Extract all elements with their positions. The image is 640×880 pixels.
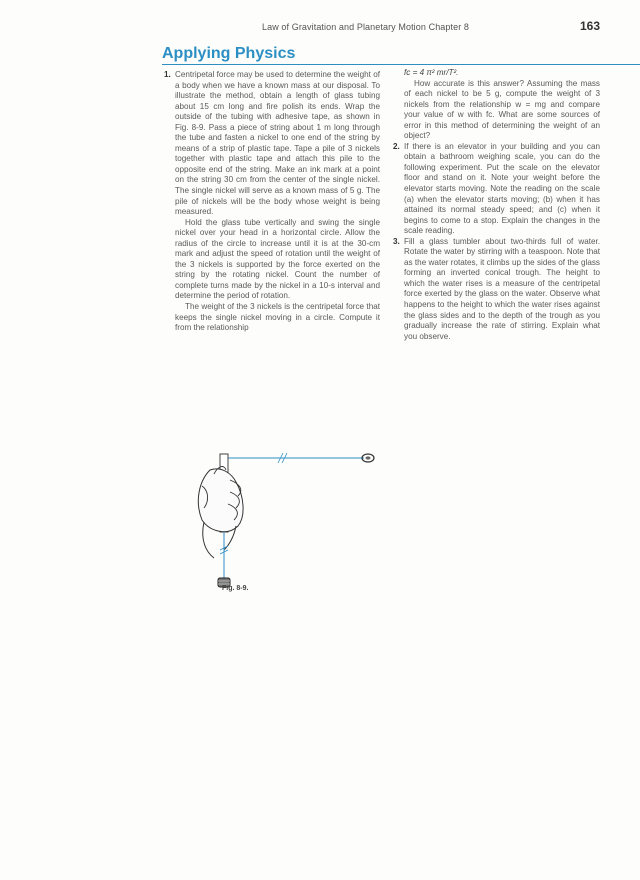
list-item-1: [164, 70, 380, 334]
page-number: 163: [580, 19, 601, 33]
item-1-continuation: How accurate is this answer? Assuming the mass of each nickel to be 5 g, compute the weight of 3 nickels from the relationship w = mg and compare your value of w with fc. What are some sources of error in this method of determining the weight of an object?: [404, 78, 600, 141]
item-number: 3.: [393, 236, 400, 246]
item-1-paragraph-3: The weight of the 3 nickels is the centripetal force that keeps the single nickel moving in a circle. Compute it from the relationship: [175, 302, 380, 333]
item-number: 1.: [164, 70, 171, 79]
title-rule: [162, 64, 640, 65]
item-number: 2.: [393, 141, 400, 151]
item-3-text: Fill a glass tumbler about two-thirds full of water. Rotate the water by stirring with a teaspoon. Note that as the water rotates, it climbs up the sides of the glass forming an inverted conical trough. The height to which the water rises is a measure of the centripetal force exerted by the glass on the water. Observe what happens to the height to which the water rises against the glass sides and to the depth of the trough as you gradually increase the rate of stirring. Explain what you observe.: [404, 236, 600, 341]
item-1-paragraph-1: Centripetal force may be used to determine the weight of a body when we have a known mass at our disposal. To illustrate the method, obtain a length of glass tubing about 15 cm long and fire polish its ends. Wrap the outside of the tubing with adhesive tape, as shown in Fig. 8-9. Pass a piece of string about 1 m long through the tube and fasten a nickel to one end of the string by means of a strip of plastic tape. Tape a pile of 3 nickels together with plastic tape and attach this pile to the opposite end of the string. Make an ink mark at a point on the string 30 cm from the center of the single nickel. The single nickel will serve as a known mass of 5 g. The pile of nickels will be the body whose weight is being measured.: [175, 70, 380, 217]
figure-caption: Fig. 8-9.: [222, 585, 249, 592]
running-head: Law of Gravitation and Planetary Motion Chapter 8: [262, 22, 470, 32]
figure-illustration: [180, 440, 390, 600]
right-column: [393, 68, 600, 342]
centripetal-formula: fc = 4 π² mr/T².: [404, 68, 459, 77]
figure-8-9: [180, 440, 390, 600]
list-item-3: [393, 237, 600, 342]
left-column: [164, 70, 380, 334]
section-title: Applying Physics: [162, 45, 296, 62]
hand: [198, 469, 243, 532]
item-2-text: If there is an elevator in your building and you can obtain a bathroom weighing scale, you can do the following experiment. Put the scale on the elevator floor and stand on it. Note your weight before the elevator starts moving. Note the reading on the scale (a) when the elevator starts moving; (b) when it has attained its normal steady speed; and (c) when it begins to come to a stop. Explain the changes in the scale reading.: [404, 141, 600, 236]
item-1-paragraph-2: Hold the glass tube vertically and swing the single nickel over your head in a horizontal circle. Allow the radius of the circle to increase until it is at the 30-cm mark and adjust the speed of rotation until the weight of the 3 nickels is supported by the force exerted on the string by the rotating nickel. Count the number of complete turns made by the nickel in a 10-s interval and determine the period of rotation.: [175, 217, 380, 301]
list-item-2: [393, 142, 600, 237]
